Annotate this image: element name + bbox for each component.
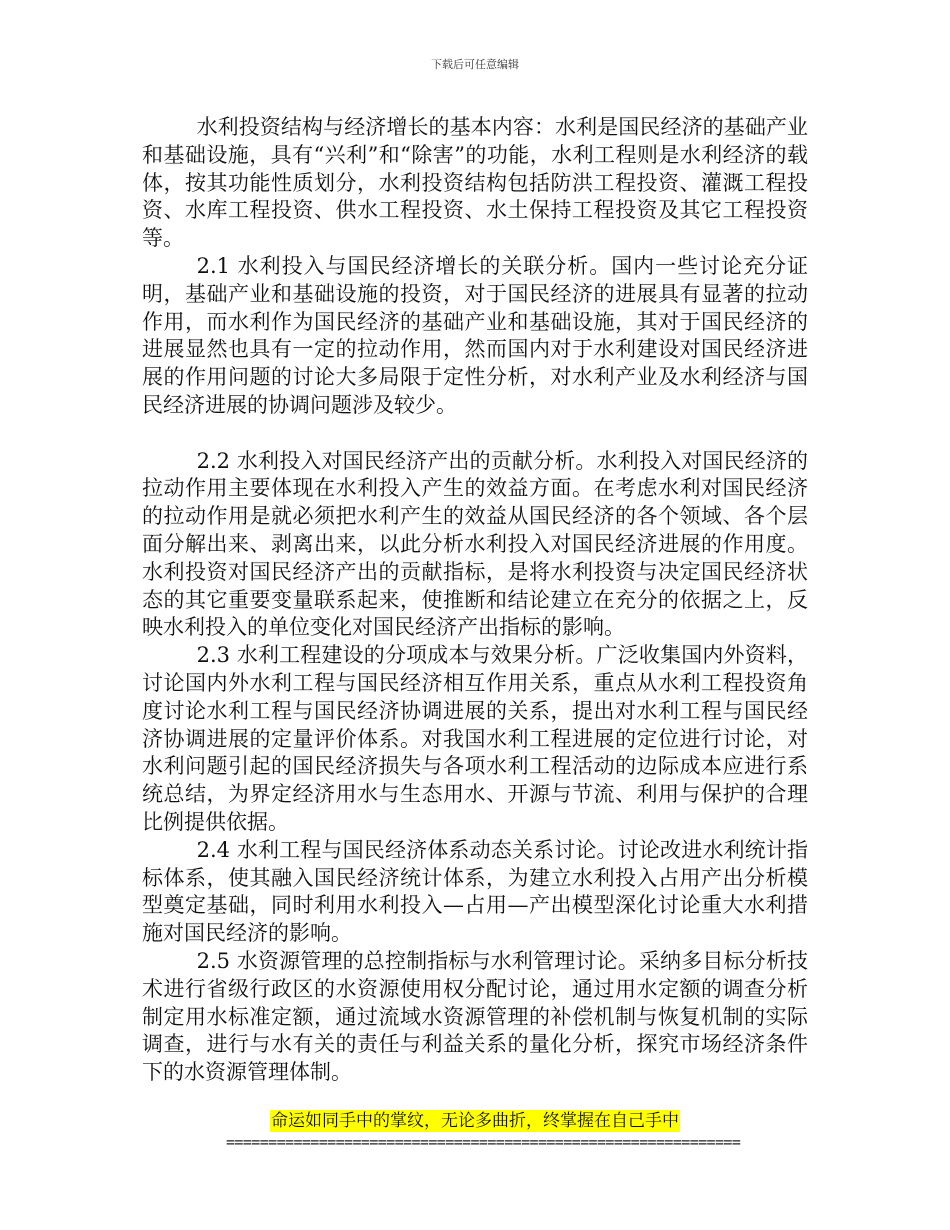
page-header-note: 下载后可任意编辑 [431,58,519,71]
paragraph-gap [142,420,808,448]
highlighted-quote: 命运如同手中的掌纹，无论多曲折，终掌握在自己手中 [271,1111,679,1131]
paragraph-2-2: 2.2 水利投入对国民经济产出的贡献分析。水利投入对国民经济的拉动作用主要体现在水利投入产生的效益方面。在考虑水利对国民经济的拉动作用是就必须把水利产生的效益从国民经济的各个领域、各个层面分解出来、剥离出来，以此分析水利投入对国民经济进展的作用度。水利投资对国民经济产出的贡献指标，是将水利投资与决定国民经济状态的其它重要变量联系起来，使推断和结论建立在充分的依据之上，反映水利投入的单位变化对国民经济产出指标的影响。 [142,448,808,640]
paragraph-2-5: 2.5 水资源管理的总控制指标与水利管理讨论。采纳多目标分析技术进行省级行政区的水资源使用权分配讨论，通过用水定额的调查分析制定用水标准定额，通过流域水资源管理的补偿机制与恢复机制的实际调查，进行与水有关的责任与利益关系的量化分析，探究市场经济条件下的水资源管理体制。 [142,948,808,1085]
paragraph-intro: 水利投资结构与经济增长的基本内容：水利是国民经济的基础产业和基础设施，具有“兴利”和“除害”的功能，水利工程则是水利经济的载体，按其功能性质划分，水利投资结构包括防洪工程投资、灌溉工程投资、水库工程投资、供水工程投资、水土保持工程投资及其它工程投资等。 [142,115,808,251]
paragraph-2-3: 2.3 水利工程建设的分项成本与效果分析。广泛收集国内外资料，讨论国内外水利工程与国民经济相互作用关系，重点从水利工程投资角度讨论水利工程与国民经济协调进展的关系，提出对水利工程与国民经济协调进展的定量评价体系。对我国水利工程进展的定位进行讨论，对水利问题引起的国民经济损失与各项水利工程活动的边际成本应进行系统总结，为界定经济用水与生态用水、开源与节流、利用与保护的合理比例提供依据。 [142,643,808,834]
separator-rule: ============================================================= [226,1133,741,1151]
paragraph-2-1: 2.1 水利投入与国民经济增长的关联分析。国内一些讨论充分证明，基础产业和基础设施的投资，对于国民经济的进展具有显著的拉动作用，而水利作为国民经济的基础产业和基础设施，其对于国民经济的进展显然也具有一定的拉动作用，然而国内对于水利建设对国民经济进展的作用问题的讨论大多局限于定性分析，对水利产业及水利经济与国民经济进展的协调问题涉及较少。 [142,253,808,417]
paragraph-2-4: 2.4 水利工程与国民经济体系动态关系讨论。讨论改进水利统计指标体系，使其融入国民经济统计体系，为建立水利投入占用产出分析模型奠定基础，同时利用水利投入—占用—产出模型深化讨论重大水利措施对国民经济的影响。 [142,837,808,946]
document-body [142,114,808,1087]
footer-quote-wrap [0,1110,950,1132]
